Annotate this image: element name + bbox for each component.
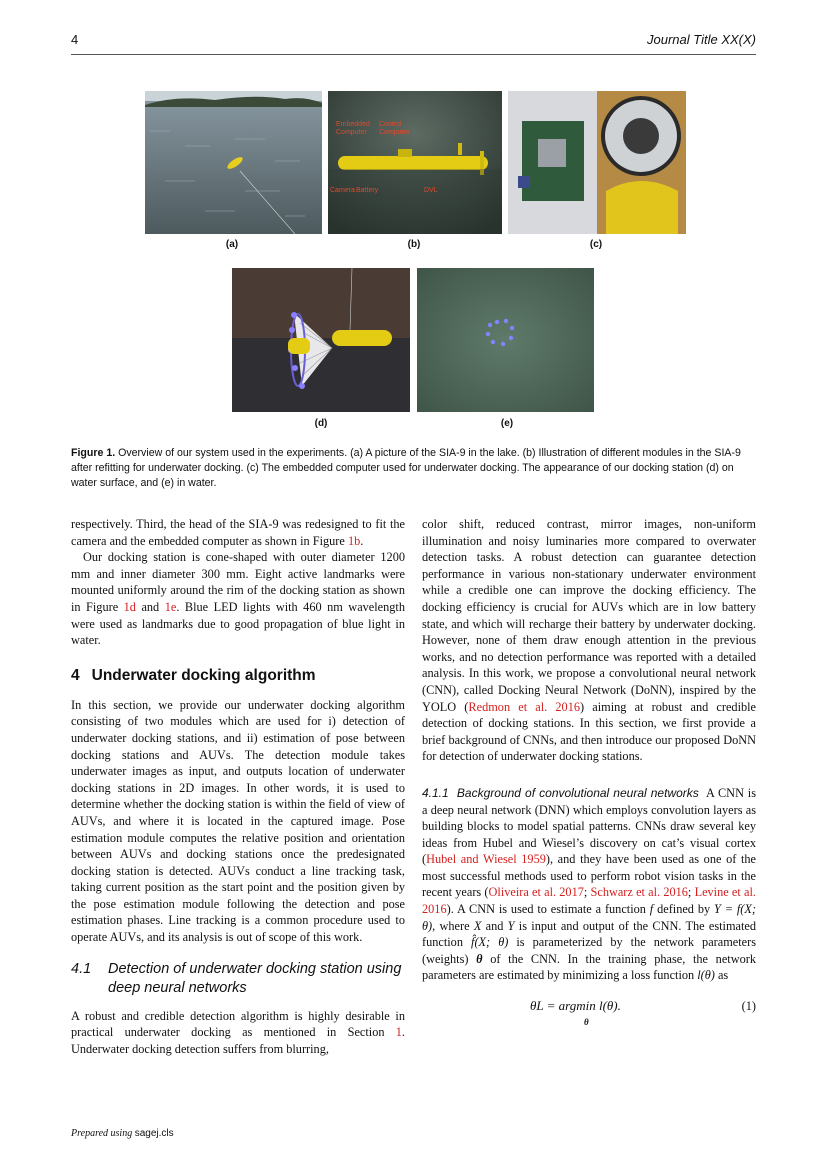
page-number: 4: [71, 32, 79, 47]
annotation-embedded-computer: Embedded Computer: [336, 121, 370, 136]
figure-panel-a: [145, 91, 322, 234]
figure-panel-c: [508, 91, 686, 234]
citation-link[interactable]: Schwarz et al. 2016: [590, 885, 688, 900]
citation-link[interactable]: Redmon et al. 2016: [468, 699, 580, 714]
equation-body: θL = argmin l(θ).: [530, 998, 621, 1014]
annotation-control-computer: Control Computer: [379, 121, 410, 136]
figure-caption: [71, 446, 757, 491]
journal-title: Journal Title XX(X): [647, 32, 756, 47]
annotation-camera: Camera: [330, 187, 355, 194]
section-ref-link[interactable]: 1: [395, 1025, 402, 1040]
paragraph: color shift, reduced contrast, mirror images, non-uniform illumination and noisy luminaries more compared to overwater detection tasks. A robust detection can guarantee detection performance in various non-stationary underwater environment while a credible one can improve the docking efficiency. The docking efficiency is crucial for AUVs which are in low battery state, and which will recharge their battery by underwater docking. However, none of them draw enough attention in the previous works, and no detection performance was reported with a detailed analysis. In this work, we propose a convolutional neural network (CNN), called Docking Neural Network (DoNN), inspired by the YOLO (Redmon et al. 2016) aiming at robust and credible detection of docking stations. In this section, we first provide a brief background of CNNs, and then introduce our proposed DoNN for detection of underwater docking stations.: [422, 517, 757, 764]
math-inline: f̂(X; θ): [471, 935, 509, 950]
subsubsection-heading-4-1-1: 4.1.1 Background of convolutional neural networks: [422, 785, 699, 800]
section-heading-4: 4 Underwater docking algorithm: [71, 666, 316, 684]
paragraph: respectively. Third, the head of the SIA-9 was redesigned to fit the camera and the embedded computer as shown in Figure 1b.: [71, 517, 405, 548]
figure-panel-d: [232, 268, 410, 412]
math-inline: f: [649, 902, 654, 917]
math-inline: θ: [476, 951, 483, 966]
equation-1: [422, 996, 756, 1026]
paragraph: Our docking station is cone-shaped with outer diameter 1200 mm and inner diameter 300 mm. Eight active landmarks were mounted uniformly around the rim of the docking station as shown in Figure 1d and 1e. Blue LED lights with 460 nm wavelength were used as landmarks due to good propagation of blue light in water.: [71, 550, 405, 648]
figure-ref-link[interactable]: 1b: [347, 533, 361, 548]
panel-label-a: (a): [225, 239, 239, 250]
paragraph: In this section, we provide our underwater docking algorithm consisting of two modules which are used for i) detection of underwater docking stations, and ii) estimation of pose between docking stations and AUVs. The detection module takes underwater images as input, and outputs location of underwater docking stations in 2D images. In other words, it is used to determine whether the docking station is within the field of view of AUVs, and where it is located in the captured image. Pose estimation module computes the relative position and orientation between AUVs and docking stations once the predesignated docking station is detected. AUVs conduct a line tracking task, taking current position as the start point and the position given by the pose estimation module following the detection and pose estimation phases. Line tracking is a common procedure used to operate AUVs, and its analysis is out of scope of this work.: [71, 697, 405, 945]
panel-label-c: (c): [589, 239, 603, 250]
math-inline: Y = f(X; θ): [422, 902, 756, 933]
subsection-heading-4-1: 4.1 Detection of underwater docking station using deep neural networks: [71, 960, 402, 996]
math-inline: X: [473, 918, 482, 933]
equation-number: (1): [741, 999, 756, 1014]
figure-panel-b: [328, 91, 502, 234]
figure-ref-link[interactable]: 1e: [164, 599, 177, 614]
math-inline: Y: [507, 918, 515, 933]
citation-link[interactable]: Hubel and Wiesel 1959: [426, 852, 546, 867]
annotation-dvl: DVL: [424, 187, 438, 194]
equation-subscript: θ: [584, 1017, 589, 1028]
panel-label-b: (b): [407, 239, 421, 250]
figure-caption-text: Overview of our system used in the experiments. (a) A picture of the SIA-9 in the lake. (b) Illustration of different modules in the SIA-9 after refitting for underwater docking. (c) The embedded computer used for underwater docking. The appearance of our docking station (d) on water surface, and (e) in water.: [71, 447, 741, 489]
panel-label-d: (d): [314, 418, 328, 429]
page-footer: Prepared using sagej.cls: [71, 1128, 174, 1139]
math-inline: l(θ): [697, 968, 715, 983]
annotation-battery: Battery: [356, 187, 379, 194]
panel-label-e: (e): [500, 418, 514, 429]
paragraph: 4.1.1 Background of convolutional neural networks A CNN is a deep neural network (DNN) which employs convolution layers as building blocks to model spatial patterns. CNNs draw several key ideas from Hubel and Wiesel’s discovery on cat’s visual cortex (Hubel and Wiesel 1959), and they have been used as one of the most successful methods used to perform robot vision tasks in the recent years (Oliveira et al. 2017; Schwarz et al. 2016; Levine et al. 2016). A CNN is used to estimate a function f defined by Y = f(X; θ), where X and Y is input and output of the CNN. The estimated function f̂(X; θ) is parameterized by the network parameters (weights) θ of the CNN. In the training phase, the network parameters are estimated by minimizing a loss function l(θ) as: [422, 785, 757, 983]
figure-ref-link[interactable]: 1d: [123, 599, 136, 614]
paragraph: A robust and credible detection algorithm is highly desirable in practical underwater docking as mentioned in Section 1. Underwater docking detection suffers from blurring,: [71, 1008, 405, 1056]
left-column: [71, 516, 405, 1057]
running-header: [71, 32, 756, 55]
citation-link[interactable]: Levine et al. 2016: [422, 885, 756, 917]
figure-caption-label: Figure 1.: [71, 447, 116, 459]
figure-panel-e: [417, 268, 594, 412]
right-column: [422, 516, 756, 1026]
citation-link[interactable]: Oliveira et al. 2017: [488, 885, 584, 900]
